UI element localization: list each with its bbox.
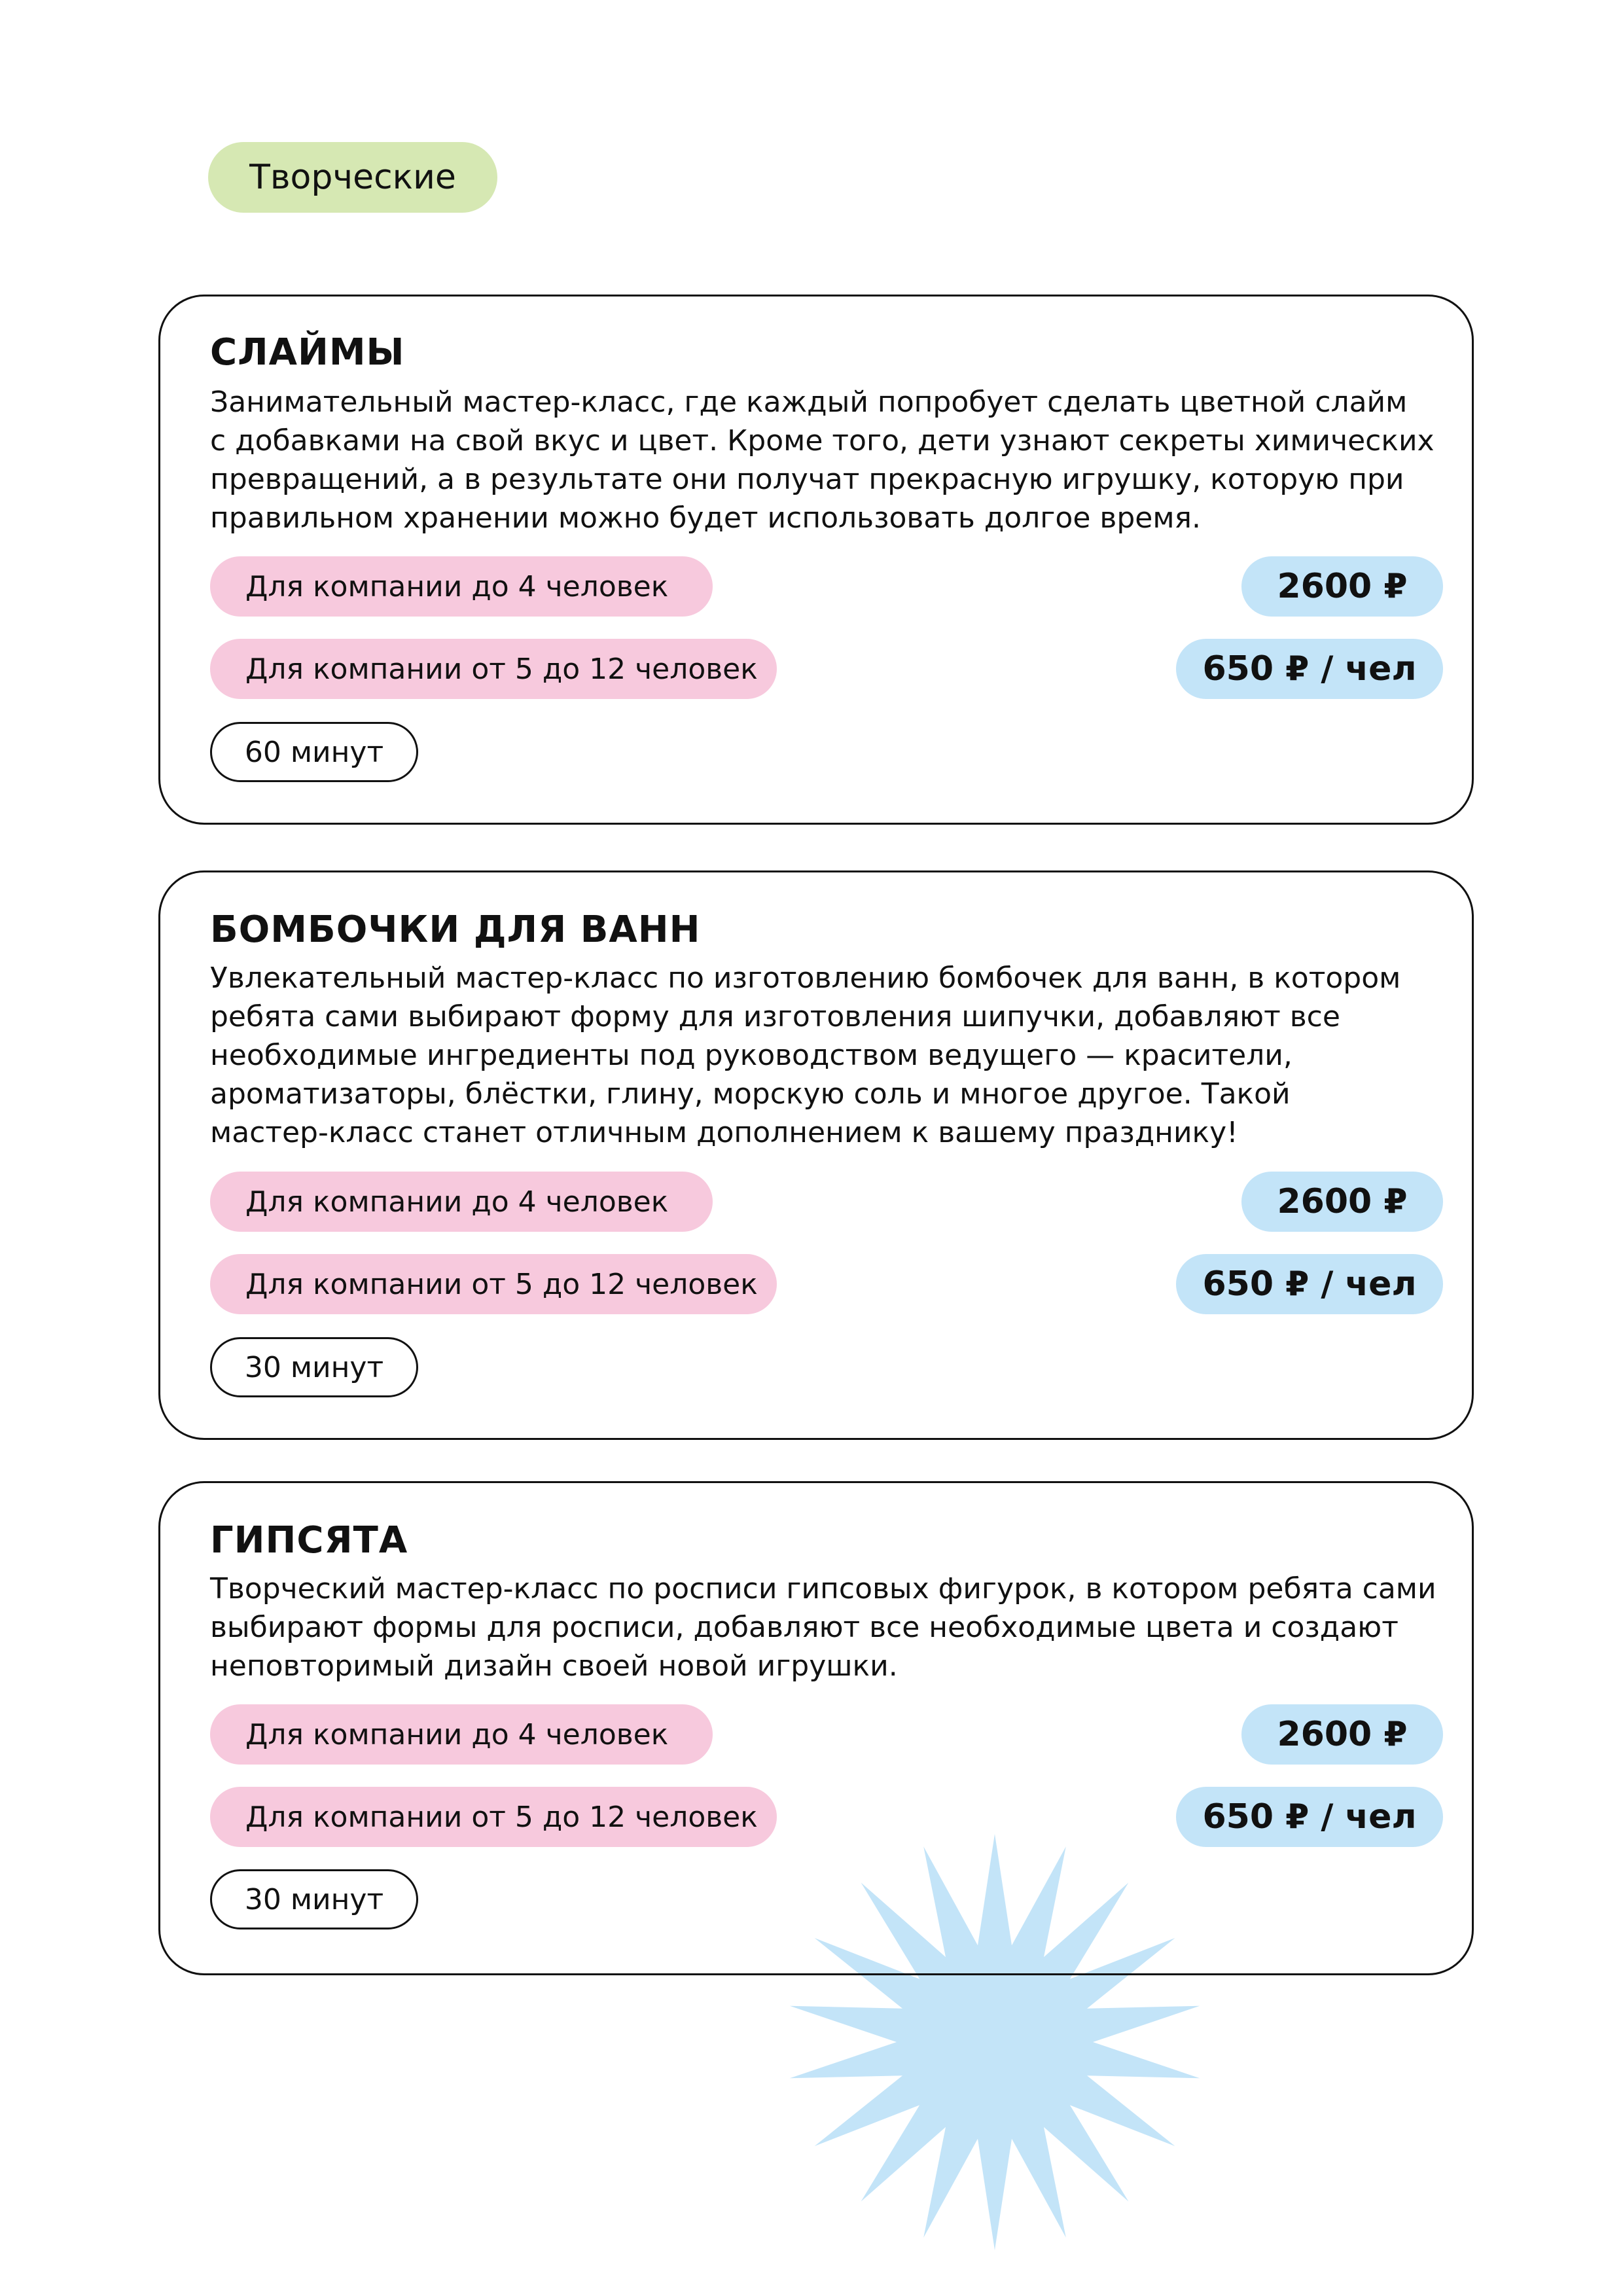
price-label-small-group: Для компании до 4 человек xyxy=(210,1704,713,1765)
duration-badge: 60 минут xyxy=(210,722,418,782)
card-title: БОМБОЧКИ ДЛЯ ВАНН xyxy=(210,908,701,951)
price-large-group: 650 ₽ / чел xyxy=(1176,1254,1443,1314)
card-title: СЛАЙМЫ xyxy=(210,331,405,374)
card-description: Увлекательный мастер-класс по изготовлению бомбочек для ванн, в котором ребята сами выбирают форму для изготовления шипучки, добавляют все необходимые ингредиенты под руководством ведущего — красители, ароматизаторы, блёстки, глину, морскую соль и многое другое. Такой мастер-класс станет отличным дополнением к вашему празднику! xyxy=(210,961,1401,1149)
card-title: ГИПСЯТА xyxy=(210,1519,408,1562)
price-large-group: 650 ₽ / чел xyxy=(1176,1787,1443,1847)
card-bath-bombs xyxy=(158,870,1474,1440)
price-label-large-group: Для компании от 5 до 12 человек xyxy=(210,1254,777,1314)
price-large-group: 650 ₽ / чел xyxy=(1176,639,1443,699)
price-label-small-group: Для компании до 4 человек xyxy=(210,1172,713,1232)
card-description: Занимательный мастер-класс, где каждый попробует сделать цветной слайм с добавками на свой вкус и цвет. Кроме того, дети узнают секреты химических превращений, а в результате они получат прекрасную игрушку, которую при правильном хранении можно будет использовать долгое время. xyxy=(210,386,1435,535)
card-description: Творческий мастер-класс по росписи гипсовых фигурок, в котором ребята сами выбирают формы для росписи, добавляют все необходимые цвета и создают неповторимый дизайн своей новой игрушки. xyxy=(210,1572,1436,1683)
card-slimes xyxy=(158,295,1474,825)
price-small-group: 2600 ₽ xyxy=(1241,1704,1443,1765)
duration-badge: 30 минут xyxy=(210,1337,418,1397)
price-label-large-group: Для компании от 5 до 12 человек xyxy=(210,1787,777,1847)
price-small-group: 2600 ₽ xyxy=(1241,1172,1443,1232)
price-label-small-group: Для компании до 4 человек xyxy=(210,556,713,617)
duration-badge: 30 минут xyxy=(210,1869,418,1929)
price-small-group: 2600 ₽ xyxy=(1241,556,1443,617)
category-badge: Творческие xyxy=(208,142,497,213)
card-plaster-figures xyxy=(158,1481,1474,1975)
price-label-large-group: Для компании от 5 до 12 человек xyxy=(210,639,777,699)
